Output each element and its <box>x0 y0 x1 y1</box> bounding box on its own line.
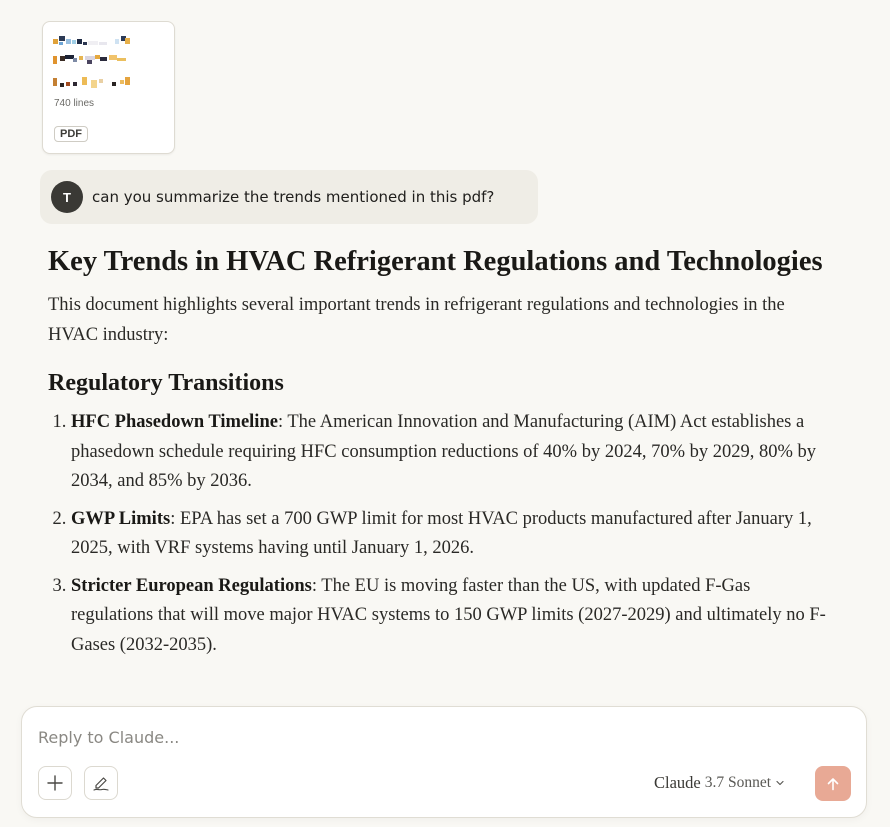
attachment-line-count: 740 lines <box>54 98 95 109</box>
pen-icon <box>92 774 110 792</box>
chevron-down-icon <box>775 778 785 788</box>
list-item-text: : The American Innovation and Manufacturing (AIM) Act establishes a phasedown schedule requiring HFC consumption reductions of 40% by 2024, 70% by 2029, 80% by 2034, and 85% by 2036. <box>71 412 817 491</box>
pdf-attachment-card[interactable] <box>42 21 175 154</box>
model-selector[interactable] <box>654 773 785 793</box>
add-attachment-button[interactable] <box>38 766 72 800</box>
list-item <box>71 505 828 564</box>
model-version: 3.7 Sonnet <box>704 774 772 791</box>
list-item-text: : EPA has set a 700 GWP limit for most HVAC products manufactured after January 1, 2025, with VRF systems having until January 1, 2026. <box>71 508 812 558</box>
list-item-term: HFC Phasedown Timeline <box>71 412 278 432</box>
trends-list <box>48 408 828 660</box>
pdf-thumbnail <box>53 36 153 96</box>
response-title: Key Trends in HVAC Refrigerant Regulations and Technologies <box>48 246 823 277</box>
list-item <box>71 572 828 661</box>
response-intro: This document highlights several important trends in refrigerant regulations and technologies in the HVAC industry: <box>48 295 785 345</box>
user-message-text: can you summarize the trends mentioned in this pdf? <box>92 188 495 206</box>
plus-icon <box>46 774 64 792</box>
list-item-text: : The EU is moving faster than the US, with updated F-Gas regulations that will move major HVAC systems to 150 GWP limits (2027-2029) and ultimately no F-Gases (2032-2035). <box>71 575 826 655</box>
assistant-response <box>48 244 828 668</box>
user-message <box>40 170 538 224</box>
section-heading: Regulatory Transitions <box>48 370 284 396</box>
style-button[interactable] <box>84 766 118 800</box>
arrow-up-icon <box>825 776 841 792</box>
reply-composer <box>21 706 867 818</box>
attachment-type-badge: PDF <box>54 126 88 142</box>
list-item-term: Stricter European Regulations <box>71 575 312 596</box>
list-item <box>71 408 828 497</box>
send-button[interactable] <box>815 766 851 801</box>
model-name: Claude <box>654 773 701 792</box>
reply-input[interactable] <box>38 725 638 749</box>
list-item-term: GWP Limits <box>71 508 171 529</box>
user-avatar: T <box>51 181 83 213</box>
